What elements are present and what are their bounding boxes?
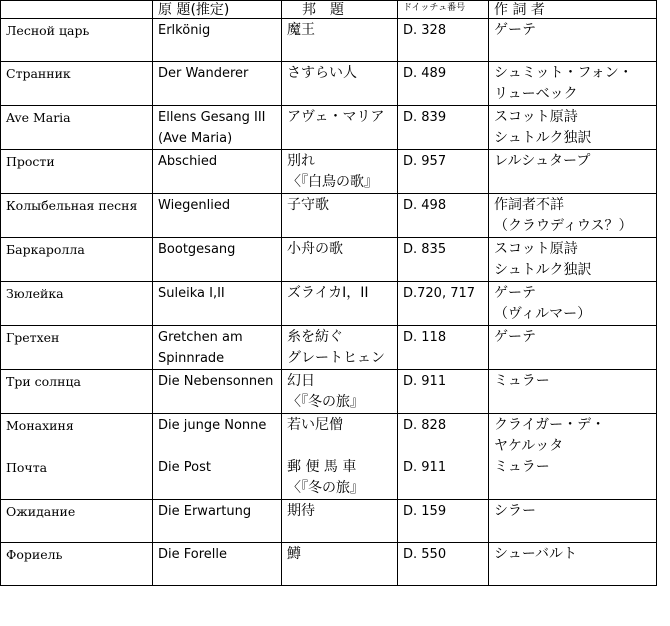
original-title: Der Wanderer [158, 66, 249, 81]
russian-title-cell [1, 106, 153, 150]
japanese-title: 別れ [287, 153, 315, 169]
japanese-title-cell [282, 326, 398, 370]
lyricist: （ヴィルマー） [494, 306, 592, 322]
japanese-title [287, 436, 397, 457]
lyricist-cell [489, 500, 657, 543]
catalog-number-cell [398, 543, 489, 586]
russian-title: Колыбельная песня [6, 198, 138, 213]
table-row [1, 19, 657, 62]
japanese-title-cell [282, 370, 398, 414]
russian-title-cell [1, 238, 153, 282]
lyricist-cell [489, 370, 657, 414]
lyricist: 作詞者不詳 [494, 197, 564, 213]
japanese-title: 小舟の歌 [287, 241, 343, 257]
lyricist: （クラウディウス？） [494, 218, 633, 234]
lyricist: ゲーテ [494, 22, 536, 38]
russian-title-cell [1, 543, 153, 586]
japanese-title: 子守歌 [287, 197, 329, 213]
original-title-cell [153, 150, 282, 194]
original-title: Gretchen am [158, 330, 243, 345]
russian-title: Баркаролла [6, 242, 85, 257]
catalog-number-cell [398, 370, 489, 414]
russian-title: Фориель [6, 547, 63, 562]
russian-title: Прости [6, 154, 55, 169]
catalog-number: D.720, 717 [403, 286, 476, 301]
original-title: Die Nebensonnen [158, 374, 274, 389]
catalog-number: D. 118 [403, 330, 447, 345]
japanese-title-cell [282, 194, 398, 238]
lyricist-cell [489, 19, 657, 62]
original-title-cell [153, 282, 282, 326]
catalog-number-cell [398, 106, 489, 150]
russian-title-cell [1, 150, 153, 194]
russian-title [6, 436, 152, 457]
table-row [1, 238, 657, 282]
table-row [1, 326, 657, 370]
lyricist: シラー [494, 503, 536, 519]
table-row [1, 414, 657, 500]
original-title-cell [153, 543, 282, 586]
japanese-title-cell [282, 150, 398, 194]
original-title-cell [153, 414, 282, 500]
header-catalog-number: ドイッチュ番号 [398, 1, 489, 19]
original-title: Die junge Nonne [158, 418, 267, 433]
catalog-number: D. 159 [403, 504, 447, 519]
japanese-title: 魔王 [287, 22, 315, 38]
lyricist: シュトルク独訳 [494, 262, 592, 278]
japanese-title: 幻日 [287, 373, 315, 389]
japanese-title: 若い尼僧 [287, 417, 343, 433]
japanese-title-cell [282, 500, 398, 543]
lyricist: ミュラー [494, 373, 550, 389]
table-row [1, 150, 657, 194]
japanese-title: アヴェ・マリア [287, 109, 385, 125]
table-row [1, 282, 657, 326]
header-row [1, 1, 657, 19]
original-title [158, 436, 281, 457]
catalog-number: D. 839 [403, 110, 447, 125]
russian-title-cell [1, 194, 153, 238]
lyricist: リューベック [494, 86, 578, 102]
japanese-title-cell [282, 19, 398, 62]
table-body [1, 19, 657, 586]
japanese-title-cell [282, 282, 398, 326]
catalog-number-cell [398, 62, 489, 106]
original-title: Ellens Gesang III [158, 110, 266, 125]
original-title: Erlkönig [158, 23, 211, 38]
russian-title: Почта [6, 460, 48, 475]
japanese-title: 〈『冬の旅』 [287, 480, 364, 496]
original-title: Spinnrade [158, 351, 225, 366]
japanese-title-cell [282, 414, 398, 500]
russian-title-cell [1, 19, 153, 62]
original-title: Die Erwartung [158, 504, 252, 519]
japanese-title: 鱒 [287, 546, 301, 562]
lyricist-cell [489, 194, 657, 238]
catalog-number: D. 328 [403, 23, 447, 38]
lyricist: シュミット・フォン・ [494, 65, 633, 81]
lyricist: ミュラー [494, 459, 550, 475]
japanese-title: 〈『白鳥の歌』 [287, 174, 378, 190]
catalog-number: D. 911 [403, 374, 447, 389]
lyricist-cell [489, 238, 657, 282]
original-title-cell [153, 106, 282, 150]
table-row [1, 194, 657, 238]
original-title-cell [153, 62, 282, 106]
lyricist: レルシュタープ [494, 153, 591, 169]
original-title-cell [153, 500, 282, 543]
catalog-number: D. 498 [403, 198, 447, 213]
table-row [1, 106, 657, 150]
original-title: (Ave Maria) [158, 131, 233, 146]
lyricist-cell [489, 543, 657, 586]
russian-title-cell [1, 326, 153, 370]
russian-title: Зюлейка [6, 286, 64, 301]
japanese-title-cell [282, 238, 398, 282]
catalog-number: D. 489 [403, 66, 447, 81]
japanese-title: ズライカI，II [287, 285, 369, 301]
russian-title-cell [1, 62, 153, 106]
lyricist: ヤケルッタ [494, 438, 564, 454]
original-title: Suleika I,II [158, 286, 225, 301]
lyricist: ゲーテ [494, 329, 536, 345]
original-title-cell [153, 238, 282, 282]
lyricist: シュトルク独訳 [494, 130, 592, 146]
catalog-number-cell [398, 282, 489, 326]
japanese-title: 糸を紡ぐ [287, 329, 343, 345]
table-row [1, 62, 657, 106]
lyricist-cell [489, 150, 657, 194]
lyricist: スコット原詩 [494, 109, 578, 125]
table-row [1, 500, 657, 543]
lyricist: スコット原詩 [494, 241, 578, 257]
russian-title: Три солнца [6, 374, 81, 389]
catalog-number-cell [398, 326, 489, 370]
lyricist: シューバルト [494, 546, 578, 562]
header-original-title: 原 題(推定) [153, 1, 282, 19]
table-row [1, 370, 657, 414]
catalog-number: D. 835 [403, 242, 447, 257]
original-title-cell [153, 326, 282, 370]
catalog-number: D. 957 [403, 154, 447, 169]
lyricist: クライガー・デ・ [494, 417, 606, 433]
japanese-title: 郵 便 馬 車 [287, 459, 357, 475]
japanese-title: グレートヒェン [287, 350, 385, 366]
original-title-cell [153, 19, 282, 62]
lyricist-cell [489, 282, 657, 326]
japanese-title: 期待 [287, 503, 315, 519]
russian-title: Лесной царь [6, 23, 90, 38]
catalog-number-cell [398, 150, 489, 194]
catalog-number [403, 436, 488, 457]
lyricist-cell [489, 414, 657, 500]
russian-title: Ave Maria [6, 110, 71, 125]
japanese-title-cell [282, 106, 398, 150]
catalog-number: D. 550 [403, 547, 447, 562]
lyricist-cell [489, 62, 657, 106]
russian-title-cell [1, 370, 153, 414]
catalog-number: D. 911 [403, 460, 447, 475]
original-title: Abschied [158, 154, 218, 169]
russian-title: Монахиня [6, 418, 74, 433]
japanese-title-cell [282, 543, 398, 586]
catalog-number-cell [398, 500, 489, 543]
russian-title-cell [1, 500, 153, 543]
original-title-cell [153, 370, 282, 414]
original-title: Die Post [158, 460, 211, 475]
japanese-title: 〈『冬の旅』 [287, 394, 364, 410]
lyricist: ゲーテ [494, 285, 536, 301]
header-japanese-title: 邦 題 [282, 1, 398, 19]
catalog-number-cell [398, 238, 489, 282]
original-title: Die Forelle [158, 547, 227, 562]
catalog-number-cell [398, 194, 489, 238]
catalog-number-cell [398, 414, 489, 500]
header-lyricist: 作 詞 者 [489, 1, 657, 19]
original-title-cell [153, 194, 282, 238]
lyricist-cell [489, 326, 657, 370]
header-russian-title [1, 1, 153, 19]
russian-title: Странник [6, 66, 71, 81]
original-title: Bootgesang [158, 242, 236, 257]
japanese-title-cell [282, 62, 398, 106]
lyricist-cell [489, 106, 657, 150]
russian-title-cell [1, 414, 153, 500]
russian-title: Ожидание [6, 504, 76, 519]
catalog-number-cell [398, 19, 489, 62]
russian-title-cell [1, 282, 153, 326]
japanese-title: さすらい人 [287, 65, 357, 81]
catalog-number: D. 828 [403, 418, 447, 433]
russian-title: Гретхен [6, 330, 60, 345]
original-title: Wiegenlied [158, 198, 231, 213]
table-row [1, 543, 657, 586]
